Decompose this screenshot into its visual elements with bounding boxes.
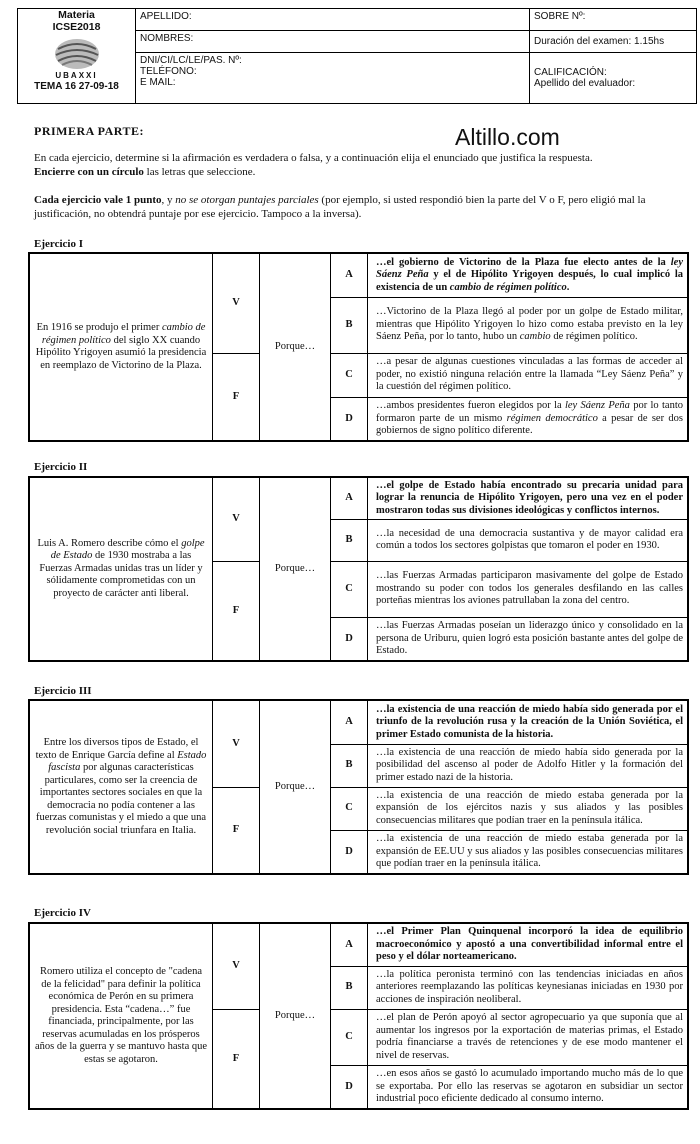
logo-block <box>18 9 136 104</box>
exercise-table <box>28 922 689 1110</box>
true-option[interactable]: V <box>213 253 260 353</box>
false-option[interactable]: F <box>213 561 260 661</box>
option-letter-b[interactable]: B <box>331 297 368 353</box>
option-letter-a[interactable]: A <box>331 253 368 297</box>
option-b-text: …la necesidad de una democracia sustantiva y de mayor calidad era común a todos los sectores golpistas que tomaron el poder en 1930. <box>368 519 689 561</box>
exercise-title: Ejercicio II <box>34 461 88 473</box>
exercise-table <box>28 476 689 662</box>
instructions-1 <box>34 152 674 179</box>
option-letter-c[interactable]: C <box>331 1009 368 1065</box>
instructions-bold: Encierre con un círculo <box>34 165 144 178</box>
ubaxxi-logo-icon <box>52 37 102 71</box>
option-letter-c[interactable]: C <box>331 561 368 617</box>
option-letter-d[interactable]: D <box>331 1065 368 1109</box>
option-c-text: …la existencia de una reacción de miedo estaba generada por la expansión de los ejércitos nazis y sus aliados y las posibles consecuencias militares que podían traer en la península itálica. <box>368 787 689 830</box>
exercise-statement: Entre los diversos tipos de Estado, el texto de Enrique García define al Estado fascista por algunas características particulares, como ser la creencia de importantes sectores sociales en que la democracia no podía contener a las fuerzas comunistas y el miedo a que una revolución social triunfara en Italia. <box>29 700 213 874</box>
true-option[interactable]: V <box>213 923 260 1009</box>
contact-fields[interactable] <box>136 53 530 104</box>
tema-label: TEMA 16 27-09-18 <box>34 81 119 92</box>
apellido-field[interactable]: APELLIDO: <box>136 9 530 31</box>
option-a-text: …el Primer Plan Quinquenal incorporó la idea de equilibrio macroeconómico y apostó a una convertibilidad informal entre el peso y el dólar norteamericano. <box>368 923 689 966</box>
instructions-line1: En cada ejercicio, determine si la afirmación es verdadera o falsa, y a continuación elija el enunciado que justifica la respuesta. <box>34 152 593 164</box>
sobre-field[interactable]: SOBRE Nº: <box>530 9 697 31</box>
materia-code: ICSE2018 <box>52 21 101 33</box>
option-b-text: …la política peronista terminó con las tendencias iniciadas en años anteriores reemplazando las políticas keynesianas iniciadas en 1930 por acciones de inspiración neoliberal. <box>368 966 689 1009</box>
false-option[interactable]: F <box>213 787 260 874</box>
instructions-2 <box>34 194 674 221</box>
option-b-text: …la existencia de una reacción de miedo había sido generada por la posibilidad del ascenso al poder de Adolfo Hitler y la formación del primer estado nazi de la historia. <box>368 744 689 787</box>
option-a-text: …el golpe de Estado había encontrado su precaria unidad para lograr la renuncia de Hipólito Yrigoyen, pero una vez en el poder mostraron todas sus divisiones ideológicas y conflictos internos. <box>368 477 689 519</box>
option-letter-d[interactable]: D <box>331 617 368 661</box>
exercise-table <box>28 252 689 442</box>
exercise-title: Ejercicio I <box>34 238 83 250</box>
exercise-statement: En 1916 se produjo el primer cambio de régimen político del siglo XX cuando Hipólito Yrigoyen asumió la presidencia en reemplazo de Victorino de la Plaza. <box>29 253 213 441</box>
option-letter-d[interactable]: D <box>331 830 368 874</box>
option-c-text: …las Fuerzas Armadas participaron masivamente del golpe de Estado mostrando su poder con todos los generales desfilando en las calles porteñas mientras los aviones patrullaban la zona del centro. <box>368 561 689 617</box>
nombres-field[interactable]: NOMBRES: <box>136 31 530 53</box>
exercise-statement: Romero utiliza el concepto de "cadena de la felicidad" para definir la política económica de Perón en su primera presidencia. Esta “cadena…” fue financiada, principalmente, por las reservas acumuladas en los prósperos años de la guerra y se mantuvo hasta que estas se agotaron. <box>29 923 213 1109</box>
option-b-text: …Victorino de la Plaza llegó al poder por un golpe de Estado militar, mientras que Hipólito Yrigoyen lo hizo como estaba previsto en la ley Sáenz Peña, por lo tanto, hubo un cambio de régimen político. <box>368 297 689 353</box>
exercise-statement: Luis A. Romero describe cómo el golpe de Estado de 1930 mostraba a las Fuerzas Armadas unidas tras un líder y sólidamente comprometidas con un proyecto de carácter anti liberal. <box>29 477 213 661</box>
option-letter-c[interactable]: C <box>331 787 368 830</box>
exercise-title: Ejercicio III <box>34 685 92 697</box>
dni-field[interactable]: DNI/CI/LC/LE/PAS. Nº: <box>140 55 242 66</box>
exercise-title: Ejercicio IV <box>34 907 91 919</box>
option-d-text: …ambos presidentes fueron elegidos por la ley Sáenz Peña por lo tanto formaron parte de un mismo régimen democrático a pesar de ser dos gobiernos de signo político diferente. <box>368 397 689 441</box>
false-option[interactable]: F <box>213 1009 260 1109</box>
points-sep: , y <box>161 194 176 206</box>
option-a-text: …el gobierno de Victorino de la Plaza fue electo antes de la ley Sáenz Peña y el de Hipólito Yrigoyen después, lo cual implicó la existencia de un cambio de régimen político. <box>368 253 689 297</box>
partial-note: no se otorgan puntajes parciales <box>175 194 319 206</box>
option-letter-a[interactable]: A <box>331 477 368 519</box>
watermark: Altillo.com <box>455 124 560 150</box>
option-letter-b[interactable]: B <box>331 966 368 1009</box>
duracion-label: Duración del examen: 1.15hs <box>530 31 697 53</box>
option-d-text: …la existencia de una reacción de miedo estaba generada por la expansión de EE.UU y sus aliados y las posibles consecuencias militares que podían traer en la península itálica. <box>368 830 689 874</box>
option-letter-a[interactable]: A <box>331 923 368 966</box>
false-option[interactable]: F <box>213 353 260 441</box>
option-letter-b[interactable]: B <box>331 744 368 787</box>
option-letter-d[interactable]: D <box>331 397 368 441</box>
evaluador-label: Apellido del evaluador: <box>534 78 636 89</box>
option-letter-b[interactable]: B <box>331 519 368 561</box>
materia-label: Materia <box>58 9 95 21</box>
instructions-line2: las letras que seleccione. <box>143 165 256 178</box>
exercise-table <box>28 699 689 875</box>
points-note: Cada ejercicio vale 1 punto <box>34 194 162 206</box>
part-title: PRIMERA PARTE: <box>34 124 145 138</box>
porque-label: Porque… <box>260 477 331 661</box>
calificacion-label: CALIFICACIÓN: <box>534 67 607 78</box>
email-field[interactable]: E MAIL: <box>140 77 176 88</box>
points-rest: (por ejemplo, si usted respondió bien la parte del V o F, pero eligió mal la justificación, no obtendrá puntaje por ese ejercicio. Tampoco a la inversa). <box>34 194 646 220</box>
porque-label: Porque… <box>260 700 331 874</box>
true-option[interactable]: V <box>213 477 260 561</box>
true-option[interactable]: V <box>213 700 260 787</box>
porque-label: Porque… <box>260 253 331 441</box>
option-d-text: …en esos años se gastó lo acumulado importando mucho más de lo que se exportaba. Por ello las reservas se agotaron en subsidiar un sector industrial poco eficiente dedicado al consumo interno. <box>368 1065 689 1109</box>
option-a-text: …la existencia de una reacción de miedo había sido generada por el triunfo de la revolución rusa y la creación de la Unión Soviética, el primer Estado comunista de la historia. <box>368 700 689 744</box>
option-letter-c[interactable]: C <box>331 353 368 397</box>
option-letter-a[interactable]: A <box>331 700 368 744</box>
option-c-text: …el plan de Perón apoyó al sector agropecuario ya que suponía que al aumentar los ingresos por la exportación de materias primas, el Estado podría financiarse a través de retenciones y de ese modo mantener el nivel de reservas. <box>368 1009 689 1065</box>
exam-header <box>17 8 697 104</box>
porque-label: Porque… <box>260 923 331 1109</box>
calificacion-block[interactable] <box>530 53 697 104</box>
option-c-text: …a pesar de algunas cuestiones vinculadas a las formas de acceder al poder, no existió ninguna relación entre la llamada “Ley Sáenz Peña” y la cuestión del régimen político. <box>368 353 689 397</box>
option-d-text: …las Fuerzas Armadas poseían un liderazgo único y consolidado en la persona de Uriburu, quien logró esta posición bastante antes del golpe de Estado. <box>368 617 689 661</box>
logo-text: UBAXXI <box>55 71 98 80</box>
telefono-field[interactable]: TELÉFONO: <box>140 66 197 77</box>
